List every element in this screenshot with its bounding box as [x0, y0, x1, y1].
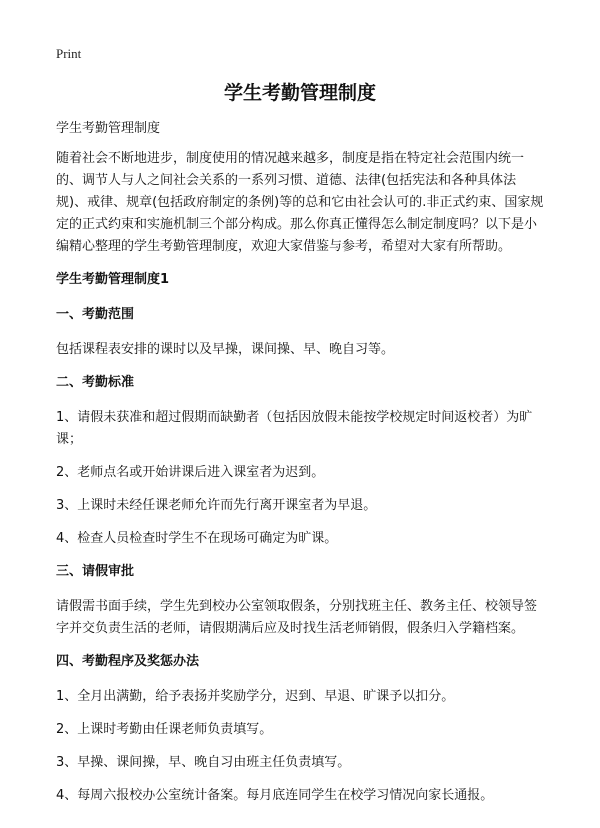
list-item: 4、每周六报校办公室统计备案。每月底连同学生在校学习情况向家长通报。: [56, 788, 494, 803]
list-item: 1、全月出满勤，给予表扬并奖励学分，迟到、早退、旷课予以扣分。: [56, 689, 455, 704]
list-item: 4、检查人员检查时学生不在现场可确定为旷课。: [56, 531, 338, 546]
list-item: 2、老师点名或开始讲课后进入课室者为迟到。: [56, 465, 325, 480]
section-title: 学生考勤管理制度1: [56, 272, 170, 287]
heading-procedures-rewards: 四、考勤程序及奖惩办法: [56, 654, 200, 669]
list-item: 3、早操、课间操，早、晚自习由班主任负责填写。: [56, 755, 351, 770]
paragraph: 包括课程表安排的课时以及早操，课间操、早、晚自习等。: [56, 342, 395, 357]
list-item: 1、请假未获准和超过假期而缺勤者（包括因放假未能按学校规定时间返校者）为旷课；: [56, 410, 533, 447]
article-body: [56, 118, 544, 818]
page-title: 学生考勤管理制度: [223, 82, 376, 104]
article-subtitle: 学生考勤管理制度: [56, 121, 161, 136]
list-item: 2、上课时考勤由任课老师负责填写。: [56, 722, 273, 737]
heading-attendance-standards: 二、考勤标准: [56, 375, 135, 390]
print-link[interactable]: Print: [56, 46, 82, 61]
heading-attendance-scope: 一、考勤范围: [56, 307, 135, 322]
intro-paragraph: 随着社会不断地进步，制度使用的情况越来越多，制度是指在特定社会范围内统一的、调节人与人之间社会关系的一系列习惯、道德、法律(包括宪法和各种具体法规)、戒律、规章(包括政府制定的条例)等的总和它由社会认可的.非正式约束、国家规定的正式约束和实施机制三个部分构成。那么你真正懂得怎么制定制度吗？以下是小编精心整理的学生考勤管理制度，欢迎大家借鉴与参考，希望对大家有所帮助。: [56, 151, 544, 254]
list-item: 3、上课时未经任课老师允许而先行离开课室者为早退。: [56, 498, 377, 513]
heading-leave-approval: 三、请假审批: [56, 564, 135, 579]
paragraph: 请假需书面手续，学生先到校办公室领取假条，分别找班主任、教务主任、校领导签字并交负责生活的老师，请假期满后应及时找生活老师销假，假条归入学籍档案。: [56, 599, 538, 636]
